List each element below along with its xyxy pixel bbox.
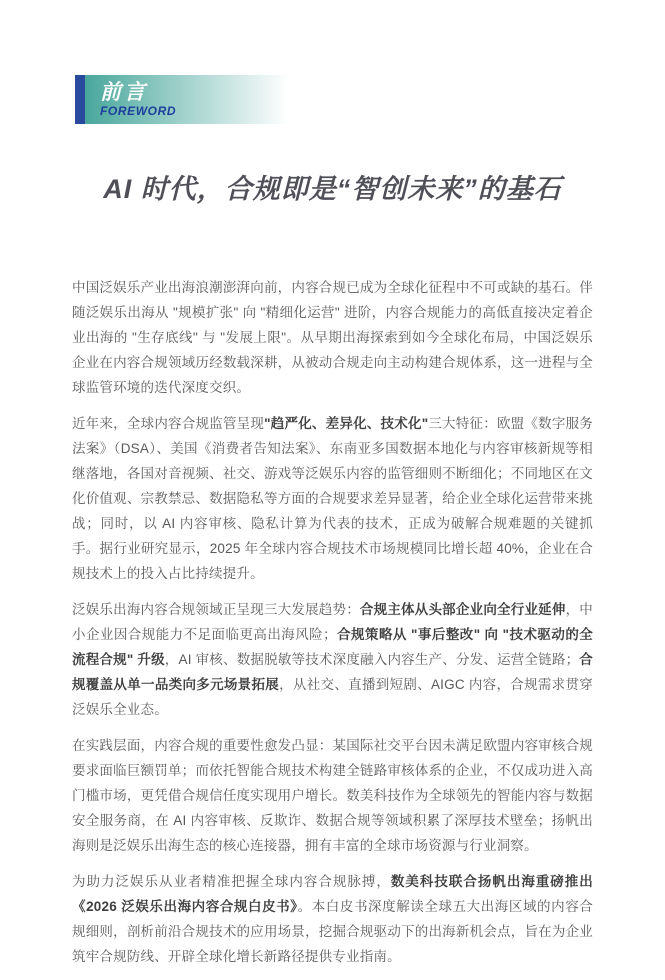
bold-text: 合规覆盖从单一品类向多元场景拓展 xyxy=(72,652,594,692)
text: 近年来，全球内容合规监管呈现 xyxy=(72,416,265,431)
text: ，AI 审核、数据脱敏等技术深度融入内容生产、分发、运营全链路； xyxy=(164,652,580,667)
body-paragraph xyxy=(72,275,593,400)
page-title: AI 时代，合规即是“智创未来”的基石 xyxy=(103,174,562,204)
text: 泛娱乐出海内容合规领域正呈现三大发展趋势： xyxy=(72,602,360,617)
text: 在实践层面，内容合规的重要性愈发凸显：某国际社交平台因未满足欧盟内容审核合规要求面临巨额罚单；而依托智能合规技术构建全链路审核体系的企业，不仅成功进入高门槛市场，更凭借合规信任度实现用户增长。数美科技作为全球领先的智能内容与数据安全服务商，在 AI 内容审核、反欺诈、数据合规等领域积累了深厚技术壁垒；扬帆出海则是泛娱乐出海生态的核心连接器，拥有丰富的全球市场资源与行业洞察。 xyxy=(72,738,593,853)
body-paragraphs xyxy=(72,275,593,980)
body-paragraph xyxy=(72,733,593,858)
body-paragraph xyxy=(72,411,593,586)
bold-text: 合规策略从 "事后整改" 向 "技术驱动的全流程合规" 升级 xyxy=(72,627,593,667)
bold-text: 数美科技联合扬帆出海重磅推出《2026 泛娱乐出海内容合规白皮书》 xyxy=(72,874,593,914)
text: 三大特征：欧盟《数字服务法案》（DSA）、美国《消费者告知法案》、东南亚多国数据本地化与内容审核新规等相继落地，各国对音视频、社交、游戏等泛娱乐内容的监管细则不断细化；不同地区在文化价值观、宗教禁忌、数据隐私等方面的合规要求差异显著，给企业全球化运营带来挑战；同时，以 AI 内容审核、隐私计算为代表的技术，正成为破解合规难题的关键抓手。据行业研究显示，2025 年全球内容合规技术市场规模同比增长超 40%，企业在合规技术上的投入占比持续提升。 xyxy=(72,416,593,581)
badge-title-en: FOREWORD xyxy=(100,103,177,118)
text: 中国泛娱乐产业出海浪潮澎湃向前，内容合规已成为全球化征程中不可或缺的基石。伴随泛娱乐出海从 "规模扩张" 向 "精细化运营" 进阶，内容合规能力的高低直接决定着企业出海的 "生存底线" 与 "发展上限"。从早期出海探索到如今全球化布局，中国泛娱乐企业在内容合规领域历经数载深耕，从被动合规走向主动构建合规体系，这一进程与全球监管环境的迭代深度交织。 xyxy=(72,280,593,395)
badge-gradient xyxy=(85,75,297,124)
foreword-badge xyxy=(75,75,297,124)
body-paragraph xyxy=(72,869,593,969)
badge-accent-bar xyxy=(75,75,85,124)
bold-text: "趋严化、差异化、技术化" xyxy=(264,416,429,431)
bold-text: 合规主体从头部企业向全行业延伸 xyxy=(359,602,566,617)
text: 为助力泛娱乐从业者精准把握全球内容合规脉搏， xyxy=(72,874,391,889)
text: ，从社交、直播到短剧、AIGC 内容，合规需求贯穿泛娱乐全业态。 xyxy=(72,677,593,717)
text: 。本白皮书深度解读全球五大出海区域的内容合规细则，剖析前沿合规技术的应用场景，挖掘合规驱动下的出海新机会点，旨在为企业筑牢合规防线、开辟全球化增长新路径提供专业指南。 xyxy=(72,899,593,964)
badge-title-zh: 前言 xyxy=(100,80,148,104)
body-paragraph xyxy=(72,597,593,722)
text: ，中小企业因合规能力不足面临更高出海风险； xyxy=(72,602,594,642)
